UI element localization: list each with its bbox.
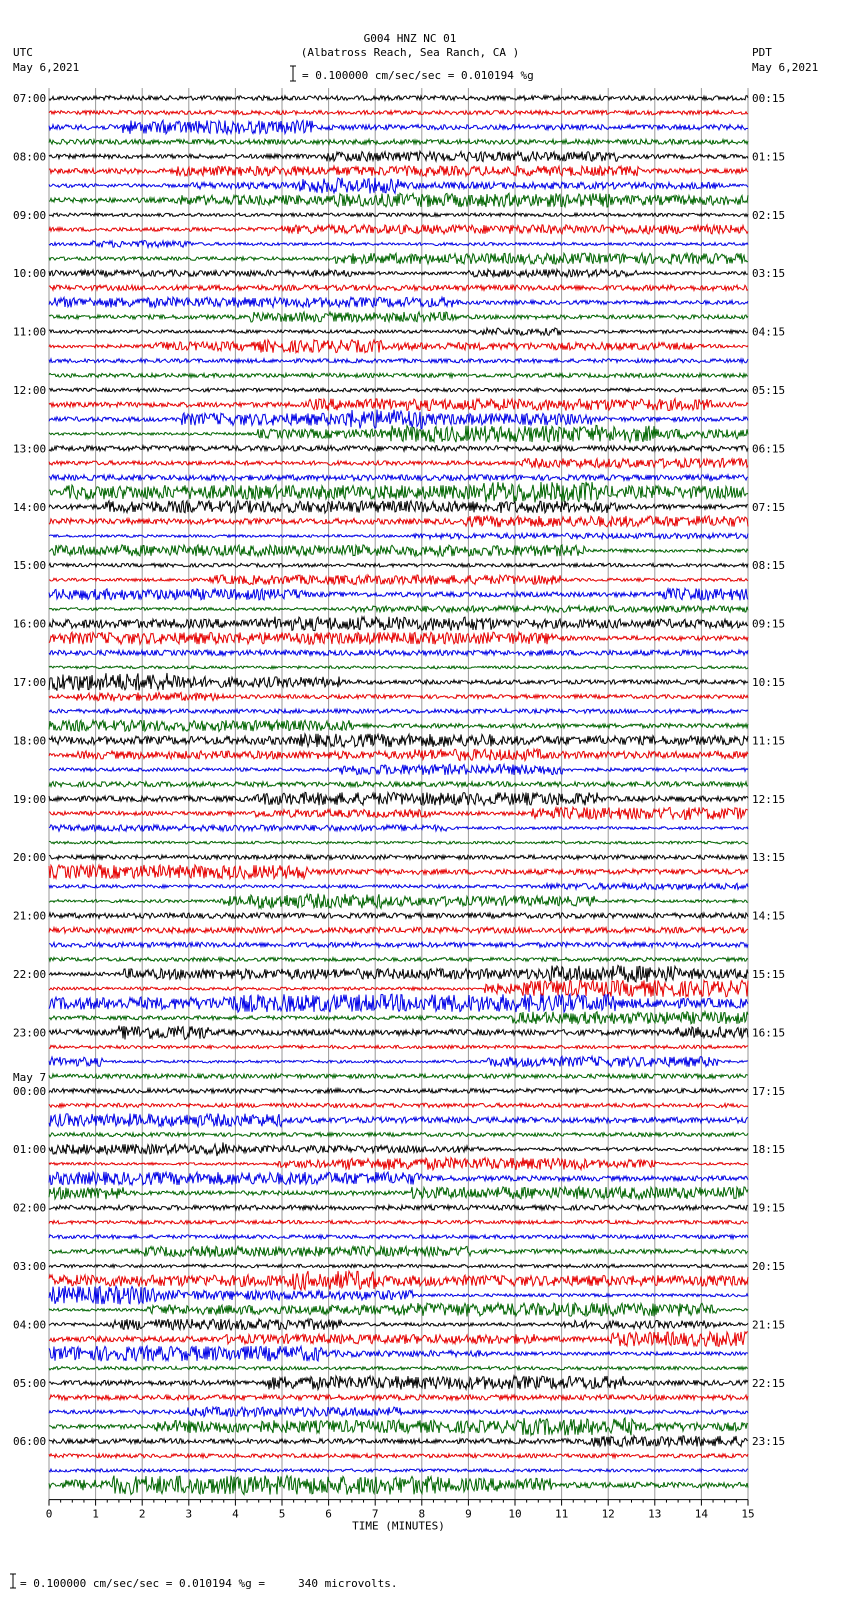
- x-tick-label-7: 7: [371, 1507, 379, 1521]
- trace-30: [49, 533, 748, 539]
- trace-77: [49, 1220, 748, 1224]
- pdt-hour-label: 01:15: [752, 150, 786, 164]
- trace-46: [49, 764, 748, 775]
- trace-42: [49, 709, 748, 713]
- utc-hour-label: 05:00: [13, 1376, 47, 1390]
- trace-49: [49, 807, 748, 819]
- utc-hour-label: 07:00: [13, 92, 47, 105]
- pdt-hour-label: 21:15: [752, 1318, 786, 1332]
- trace-24: [49, 446, 748, 451]
- trace-55: [49, 894, 748, 909]
- x-axis-label: TIME (MINUTES): [352, 1519, 445, 1533]
- trace-14: [49, 297, 748, 307]
- pdt-hour-label: 13:15: [752, 851, 786, 865]
- trace-65: [49, 1045, 748, 1048]
- trace-18: [49, 359, 748, 363]
- utc-hour-label: 22:00: [13, 968, 47, 981]
- pdt-hour-label: 09:15: [752, 617, 786, 631]
- trace-3: [49, 139, 748, 144]
- trace-12: [49, 269, 748, 277]
- utc-hour-label: 23:00: [13, 1026, 47, 1040]
- utc-hour-label: 21:00: [13, 909, 47, 923]
- trace-85: [49, 1332, 748, 1346]
- trace-9: [49, 225, 748, 234]
- trace-23: [49, 425, 748, 442]
- trace-84: [49, 1319, 748, 1330]
- x-tick-label-3: 3: [185, 1507, 193, 1521]
- x-tick-label-2: 2: [138, 1507, 146, 1521]
- pdt-hour-label: 19:15: [752, 1201, 786, 1215]
- utc-hour-label: 15:00: [13, 559, 47, 573]
- station-title: G004 HNZ NC 01: [363, 32, 457, 45]
- trace-57: [49, 927, 748, 933]
- trace-66: [49, 1056, 748, 1066]
- header-scale-bar: [290, 66, 296, 81]
- trace-13: [49, 285, 748, 290]
- trace-73: [49, 1158, 748, 1170]
- trace-88: [49, 1376, 748, 1390]
- pdt-hour-label: 03:15: [752, 267, 786, 281]
- footer-scale-note: = 0.100000 cm/sec/sec = 0.010194 %g = 340 microvolts.: [20, 1577, 398, 1590]
- x-tick-label-13: 13: [648, 1507, 662, 1521]
- trace-69: [49, 1103, 748, 1107]
- trace-67: [49, 1074, 748, 1078]
- trace-78: [49, 1235, 748, 1239]
- trace-31: [49, 545, 748, 556]
- trace-47: [49, 782, 748, 787]
- trace-11: [49, 253, 748, 264]
- trace-72: [49, 1142, 748, 1156]
- trace-34: [49, 588, 748, 600]
- pdt-hour-label: 17:15: [752, 1084, 786, 1098]
- trace-86: [49, 1346, 748, 1361]
- trace-83: [49, 1303, 748, 1317]
- trace-41: [49, 692, 748, 700]
- trace-74: [49, 1172, 748, 1185]
- trace-19: [49, 373, 748, 377]
- trace-33: [49, 575, 748, 585]
- pdt-hour-label: 10:15: [752, 676, 786, 689]
- trace-0: [49, 96, 748, 101]
- utc-date: May 6,2021: [13, 61, 80, 74]
- station-location: (Albatross Reach, Sea Ranch, CA ): [300, 46, 520, 59]
- trace-62: [49, 994, 748, 1012]
- pdt-hour-label: 06:15: [752, 442, 786, 456]
- trace-80: [49, 1264, 748, 1267]
- utc-hour-label: 13:00: [13, 442, 47, 456]
- trace-16: [49, 328, 748, 336]
- trace-82: [49, 1286, 748, 1304]
- x-tick-label-0: 0: [45, 1507, 53, 1521]
- pdt-hour-label: 18:15: [752, 1143, 786, 1157]
- x-tick-label-15: 15: [741, 1507, 755, 1521]
- trace-48: [49, 792, 748, 805]
- time-gridlines: [49, 88, 748, 1500]
- trace-36: [49, 617, 748, 631]
- x-tick-label-1: 1: [92, 1507, 99, 1521]
- trace-68: [49, 1089, 748, 1093]
- x-tick-label-9: 9: [465, 1507, 472, 1521]
- trace-53: [49, 865, 748, 879]
- utc-hour-label: 20:00: [13, 851, 47, 865]
- pdt-hour-label: 07:15: [752, 500, 786, 514]
- trace-54: [49, 883, 748, 890]
- x-tick-label-12: 12: [601, 1507, 615, 1521]
- trace-39: [49, 666, 748, 669]
- utc-hour-label: 10:00: [13, 267, 47, 281]
- x-tick-label-5: 5: [278, 1507, 286, 1521]
- pdt-hour-label: 04:15: [752, 325, 786, 339]
- trace-2: [49, 120, 748, 134]
- trace-5: [49, 166, 748, 176]
- trace-56: [49, 913, 748, 918]
- utc-hour-label: 00:00: [13, 1084, 47, 1098]
- trace-94: [49, 1469, 748, 1472]
- pdt-hour-label: 00:15: [752, 92, 786, 105]
- x-tick-label-14: 14: [694, 1507, 709, 1521]
- utc-hour-label: 17:00: [13, 676, 47, 689]
- x-tick-label-8: 8: [418, 1507, 426, 1521]
- trace-20: [49, 388, 748, 392]
- pdt-hour-label: 12:15: [752, 792, 786, 806]
- pdt-date: May 6,2021: [752, 61, 819, 74]
- pdt-hour-label: 05:15: [752, 384, 786, 397]
- pdt-hour-label: 15:15: [752, 968, 786, 981]
- trace-63: [49, 1012, 748, 1024]
- pdt-hour-label: 08:15: [752, 559, 786, 573]
- utc-label: UTC: [13, 46, 33, 59]
- utc-hour-label: 19:00: [13, 792, 47, 806]
- utc-hour-label: 12:00: [13, 384, 47, 397]
- pdt-hour-label: 11:15: [752, 734, 786, 748]
- trace-29: [49, 516, 748, 527]
- trace-6: [49, 178, 748, 194]
- utc-hour-label: 11:00: [13, 325, 47, 339]
- seismic-traces: [49, 96, 748, 1495]
- trace-22: [49, 410, 748, 429]
- trace-26: [49, 475, 748, 481]
- x-tick-label-11: 11: [554, 1507, 569, 1521]
- trace-28: [49, 501, 748, 513]
- trace-70: [49, 1114, 748, 1127]
- trace-7: [49, 193, 748, 207]
- pdt-hour-label: 22:15: [752, 1376, 786, 1390]
- trace-15: [49, 312, 748, 322]
- trace-61: [49, 980, 748, 997]
- trace-10: [49, 241, 748, 248]
- date-change-label: May 7: [13, 1070, 47, 1084]
- trace-21: [49, 399, 748, 411]
- trace-43: [49, 720, 748, 731]
- scale-text: = 0.100000 cm/sec/sec = 0.010194 %g: [302, 69, 534, 82]
- trace-71: [49, 1133, 748, 1137]
- utc-hour-label: 16:00: [13, 617, 47, 631]
- trace-58: [49, 942, 748, 947]
- utc-hour-label: 08:00: [13, 150, 47, 164]
- utc-hour-label: 18:00: [13, 734, 47, 748]
- trace-76: [49, 1205, 748, 1210]
- pdt-label: PDT: [752, 46, 772, 59]
- utc-hour-label: 01:00: [13, 1143, 47, 1157]
- trace-95: [49, 1476, 748, 1495]
- x-tick-label-10: 10: [508, 1507, 522, 1521]
- trace-8: [49, 213, 748, 216]
- trace-37: [49, 632, 748, 644]
- trace-45: [49, 749, 748, 760]
- trace-27: [49, 482, 748, 503]
- footer-scale-bar: [10, 1574, 16, 1588]
- trace-79: [49, 1246, 748, 1256]
- pdt-hour-label: 20:15: [752, 1260, 786, 1273]
- utc-hour-label: 06:00: [13, 1435, 47, 1449]
- trace-87: [49, 1367, 748, 1370]
- trace-93: [49, 1454, 748, 1458]
- x-tick-label-4: 4: [232, 1507, 239, 1521]
- trace-38: [49, 650, 748, 655]
- trace-52: [49, 855, 748, 859]
- utc-hour-label: 09:00: [13, 208, 47, 222]
- trace-50: [49, 825, 748, 831]
- trace-51: [49, 841, 748, 844]
- trace-90: [49, 1407, 748, 1417]
- trace-81: [49, 1271, 748, 1290]
- trace-89: [49, 1395, 748, 1400]
- utc-hour-label: 03:00: [13, 1260, 47, 1273]
- trace-32: [49, 563, 748, 567]
- trace-1: [49, 111, 748, 115]
- pdt-hour-label: 02:15: [752, 208, 786, 222]
- pdt-hour-label: 23:15: [752, 1435, 786, 1449]
- pdt-hour-label: 14:15: [752, 909, 786, 923]
- x-tick-label-6: 6: [325, 1507, 332, 1521]
- trace-59: [49, 958, 748, 962]
- trace-92: [49, 1436, 748, 1447]
- trace-91: [49, 1418, 748, 1435]
- utc-hour-label: 04:00: [13, 1318, 47, 1332]
- trace-75: [49, 1187, 748, 1199]
- utc-hour-label: 02:00: [13, 1201, 47, 1215]
- trace-17: [49, 340, 748, 353]
- pdt-hour-label: 16:15: [752, 1026, 786, 1040]
- trace-4: [49, 151, 748, 161]
- trace-60: [49, 965, 748, 982]
- utc-hour-label: 14:00: [13, 500, 47, 514]
- trace-25: [49, 458, 748, 468]
- trace-44: [49, 734, 748, 747]
- trace-35: [49, 606, 748, 612]
- trace-40: [49, 673, 748, 691]
- trace-64: [49, 1026, 748, 1040]
